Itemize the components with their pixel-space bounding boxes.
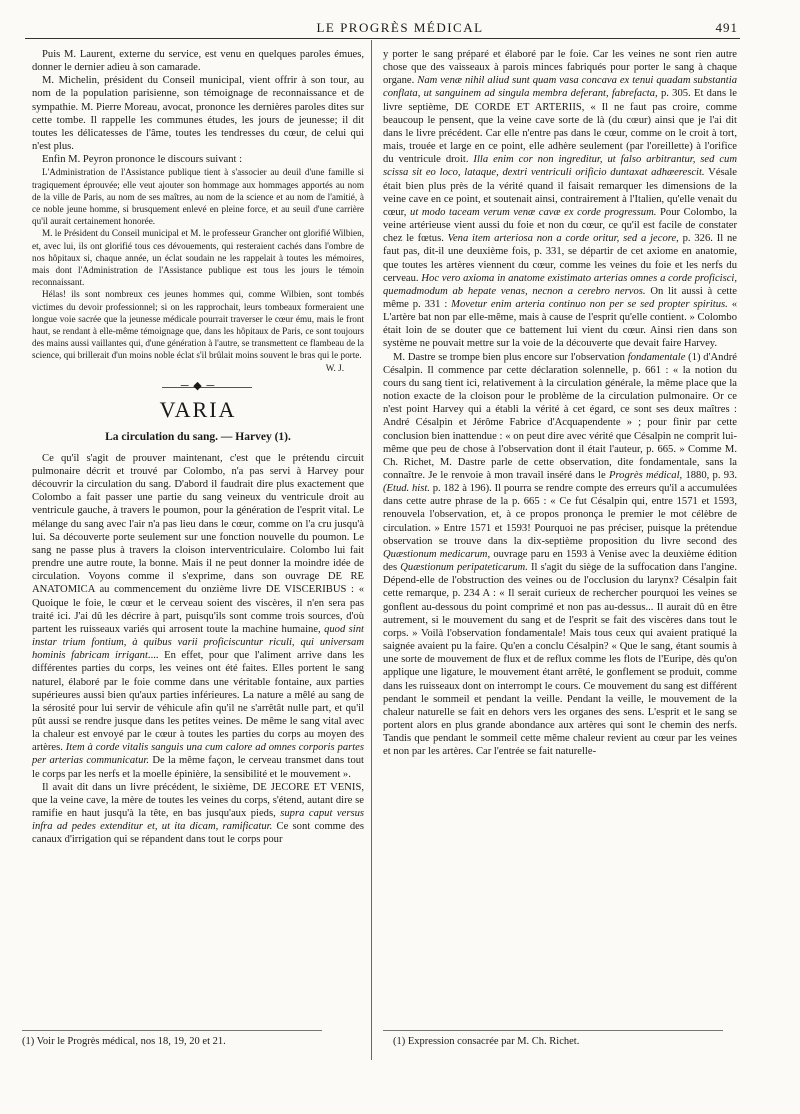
article-title: La circulation du sang. — Harvey (1). <box>105 430 291 443</box>
text-run: M. Dastre se trompe bien plus encore sur l'observation <box>393 351 628 363</box>
latin-quote: Movetur enim arteria continuo non per se sed propter spiritus. <box>451 298 728 310</box>
section-ornament <box>32 379 364 394</box>
paragraph: Enfin M. Peyron prononce le discours suivant : <box>42 154 243 166</box>
text-run: Il s'agit du siège de la suffocation dans l'angine. Dépend-elle de l'obstruction des veines ou de l'occlusion du larynx? Césalpin fait cette remarque, p. 234 A : « Il serait curieux de rechercher pourquoi les veines se gonflent au-dessous du point comprimé et non pas au-dessus... Il aurait dû en être autrement, si le mouvement du sang et de l'esprit se fait des viscères dans tout le corps. » Voilà l'observation fondamentale! Mais tous ceux qui avaient pratiqué la saignée avaient pu la faire. Qu'en a conclu Césalpin? « Que le sang, étant soumis à une sorte de mouvement de flux et de reflux comme les flots de l'Euripe, dès qu'on applique une ligature, le mouvement étant arrêté, le gonflement se produit, comme dans les ruisseaux dont on interrompt le cours. Ce mouvement du sang est différent pendant le sommeil et pendant la veille. Pendant la veille, le mouvement de la chaleur naturelle se fait en dehors vers les organes des sens. L'esprit et le sang se portent alors en plus grande abondance aux artères qui sont le chemin des nerfs. Tandis que pendant le sommeil cette même chaleur revient au cœur par les veines et non par les artères. Car l'entrée se fait naturelle- <box>383 562 737 758</box>
latin-quote: Nam venæ nihil aliud sunt quam vasa concava ex tenui quadam substantia conflata, ut sanguinem ad singula membra deferant, fabrefacta, <box>383 75 737 100</box>
text-run: Pour Colombo, la veine artérieuse vient aussi du foie et non du cœur, ce qu'il est facile de constater chez le fœtus. <box>383 206 737 245</box>
speech-paragraph <box>32 288 364 373</box>
text-run: Vésale était bien plus près de la vérité quand il faisait remarquer les dimensions de la veine cave en ce point, et soutenait ainsi, contrairement à l'Italien, qu'elle venait du cœur, <box>383 167 737 218</box>
latin-term: fondamentale <box>627 351 686 363</box>
text-run: Il avait dit dans un livre précédent, le sixième, DE JECORE ET VENIS, que la veine cave, la mère de toutes les veines du corps, s'étend, autant dire se ramifie en haut jusqu'à la tête, en bas jusqu'aux pieds, <box>32 781 364 820</box>
article-paragraph <box>383 351 737 759</box>
latin-quote: supra caput versus infra ad pedes extenditur et, ut ita dicam, ramificatur. <box>32 808 364 833</box>
latin-quote: Hoc vero axioma in anatome existimato arterias omnes a corde proficisci, quemadmodum ab hepate venas, necnon a cerebro nervos. <box>383 272 738 297</box>
left-column <box>32 48 364 847</box>
page-number: 491 <box>715 20 738 35</box>
right-column <box>383 48 737 758</box>
text-run: p. 305. Et dans le livre septième, DE CORDE ET ARTERIIS, « Il ne faut pas croire, comme beaucoup le pensent, que la veine cave sorte de là (du cœur) ainsi que je l'ai dit dans le livre précédent. Car elle n'entre pas dans le cœur, comme on le croit à tort, mais, trouée et large en ce point, elle adhère seulement (par l'oreillette) à l'orifice du ventricule droit. <box>383 88 737 166</box>
latin-quote: Illa enim cor non ingreditur, ut falso arbitrantur, sed cum scissa sit eo loco, lataque, dextri ventriculi orificio duntaxat adhæerescit. <box>383 154 737 179</box>
signature: W. J. <box>325 362 344 373</box>
article-paragraph <box>383 48 737 351</box>
text-run: (1) d'André Césalpin. Il commence par cette déclaration solennelle, p. 661 : « la notion du cours du sang tient ici, relativement à la circulation générale, la même place que la notion exacte de la cloison pour le problème de la circulation pulmonaire. Or ce n'est point Harvey qui a établi la vérité à cet égard, ce sont ses deux maîtres : André Césalpin et Jérôme Fabrice d'Acquapendente » ; pour finir par cette conclusion bien inattendue : « on peut dire avec vérité que Césalpin ne comprit lui-même que peu de chose à l'observation dont il était l'auteur, p. 665. » Comme M. Ch. Richet, M. Dastre parle de cette observation, dite fondamentale, sans la connaître. Je le renvoie à mon travail inséré dans le <box>383 351 737 481</box>
text-run: Ce sont comme des canaux d'irrigation qui se répandent dans tout le corps pour <box>32 821 364 846</box>
text-run: 1880, p. 93. <box>682 470 738 481</box>
ornament-glyph: ─ ◆ ─ <box>180 379 216 392</box>
article-paragraph <box>32 452 364 781</box>
text-run: « L'artère bat non par elle-même, mais à cause de l'esprit qu'elle contient. » Colombo était loin de se douter que ce battement lui vient du cœur. Ainsi rien dans son système ne pouvait mettre sur la voie de la découverte que devait faire Harvey. <box>383 298 737 350</box>
text-run: y porter le sang préparé et élaboré par le foie. Car les veines ne sont rien autre chose que des vaisseaux à parois minces fabriqués pour porter le sang à chaque organe. <box>383 49 737 87</box>
footnote-rule <box>22 1030 322 1031</box>
section-title: VARIA <box>159 396 237 422</box>
paragraph: M. Michelin, président du Conseil municipal, vient offrir à son tour, au nom de la population parisienne, son témoignage de reconnaissance et de sympathie. M. Pierre Moreau, avocat, prononce les dernières paroles dites sur cette tombe. Il rappelle les communes études, les jours de jeunesse; il dit toutes les délicatesses de l'âme, toutes les tendresses du cœur, de celui qui n'est plus. <box>32 75 364 153</box>
speech-paragraph: L'Administration de l'Assistance publique tient à s'associer au deuil d'une famille si tragiquement éprouvée; elle veut ajouter son hommage aux hommages apportés au nom de la ville de Paris, au nom de ses maîtres, au nom de la science et au nom de l'amitié, à ce noble jeune homme, si brusquement enlevé en pleine force, et au seuil d'une carrière qu'il aurait certainement honorée. <box>32 167 364 227</box>
text-run: p. 182 à 196). Il pourra se rendre compte des erreurs qu'il a accumulées dans cette autre phrase de la p. 665 : « Ce fut Césalpin qui, entre 1571 et 1593, renouvela l'observation, et, à ce propos prononça le premier le mot célèbre de circulation. » Entre 1571 et 1593! Pourquoi ne pas préciser, puisque la prétendue observation se trouve dans la dix-septième proposition du livre second des <box>383 483 737 547</box>
text-run: .... En effet, pour que l'aliment arrive dans les différentes parties du corps, les veines ont été faites. Elles portent le sang naturel, élaboré par le foie comme dans une véritable fontaine, aux parties supérieures aussi bien qu'aux parties inférieures. La nature a mêlé au sang de la sérosité pour lui servir de véhicule afin qu'il ne s'arrêtât nulle part, et qu'il pût aussi se rendre jusque dans les petites veines. De même le sang vital avec la chaleur est envoyé par le cœur à toutes les parties du corps au moyen des artères. <box>32 650 364 754</box>
text-run: De la même façon, le cerveau transmet dans tout le corps par les nerfs et la moelle épinière, la sensibilité et le mouvement ». <box>32 755 364 780</box>
text-run: Ce qu'il s'agit de prouver maintenant, c'est que le prétendu circuit pulmonaire décrit et trouvé par Colombo, n'a pas servi à Harvey pour découvrir la circulation du sang. D'abord il faudrait dire plus exactement que Colombo a fait passer une partie du sang veineux du ventricule droit au ventricule gauche, à travers le poumon, pour la génération de l'esprit vital. Le mélange du sang avec l'air n'a pas lieu dans le cœur, comme on l'a cru jusqu'à lui. Sa découverte porte seulement sur une fonction nouvelle du poumon. Le sang ne passe plus à travers la cloison interventriculaire. Colombo lui fait prendre une autre route, la bonne. Mais il ne peut donner la moindre idée de circulation. Voyons comme il s'exprime, dans son ouvrage DE RE ANATOMICA au commencement du onzième livre DE VISCERIBUS : « Quoique le foie, le cœur et le cerveau soient des viscères, il n'en sera pas traité ici. J'ai dû les décrire à part, puisqu'ils sont comme trois sources, d'où partent les ruisseaux variés qui arrosent toute la machine humaine, <box>32 452 364 635</box>
header-rule <box>25 38 740 39</box>
column-divider <box>371 40 372 1060</box>
latin-quote: Item à corde vitalis sanguis una cum calore ad omnes corporis partes per arterias communicatur. <box>32 742 365 767</box>
footnote-left: (1) Voir le Progrès médical, nos 18, 19, 20 et 21. <box>22 1036 226 1047</box>
paragraph: Puis M. Laurent, externe du service, est venu en quelques paroles émues, donner le dernier adieu à son camarade. <box>32 49 364 74</box>
page-header <box>0 18 800 38</box>
running-title: LE PROGRÈS MÉDICAL <box>316 20 484 35</box>
footnote-right: (1) Expression consacrée par M. Ch. Richet. <box>393 1036 580 1047</box>
book-title: Quæstionum medicarum, <box>383 548 491 560</box>
footnote-rule <box>383 1030 723 1031</box>
speech-text: Hélas! ils sont nombreux ces jeunes hommes qui, comme Wilbien, sont tombés victimes du devoir professionnel; si on les rapprochait, leurs tombeaux formeraient une longue voie sacrée que la jeunesse médicale pourrait traverser le cœur ému, mais le front haut, se rendant à elle-même témoignage que, dans les hôpitaux de Paris, ce sont toujours des mains aussi vaillantes qui, d'une génération à l'autre, se transmettent ce flambeau de la science, qui brillerait d'un moins noble éclat s'il brûlait moins souvent le bras qui le porte. <box>32 289 364 361</box>
latin-quote: Vena item arteriosa non a corde oritur, sed a jecore, <box>447 233 679 245</box>
text-run: On lit aussi à cette même p. 331 : <box>383 285 737 310</box>
article-paragraph <box>32 781 364 847</box>
latin-quote: quod sint instar trium fontium, à quibus varii proficiscuntur riculi, qui universam hominis fabricam irrigant <box>32 623 364 662</box>
speech-paragraph: M. le Président du Conseil municipal et M. le professeur Grancher ont glorifié Wilbien, et, avec lui, ils ont glorifié tous ces dévouements, qui resteraient cachés dans l'ombre de nos hôpitaux si, chaque année, un éclat soudain ne les rappelait à toutes les mémoires, mais dont l'Administration de l'Assistance publique est tous les jours le témoin reconnaissant. <box>32 228 364 288</box>
text-run: ouvrage paru en 1593 à Venise avec la deuxième édition des <box>383 548 737 574</box>
book-title: Quæstionum peripateticarum. <box>400 562 528 574</box>
latin-quote: ut modo taceam verum venæ cavæ ex corde progressum. <box>410 206 657 218</box>
text-run: p. 326. Il ne faut pas, dit-il une deuxième fois, p. 331, se départir de cet axiome en anatomie, que toutes les artères viennent du cœur, comme les veines du foie et les nerfs du cerveau. <box>383 233 737 284</box>
journal-title: Progrès médical, <box>608 470 683 481</box>
citation: (Etud. hist. <box>383 483 430 495</box>
